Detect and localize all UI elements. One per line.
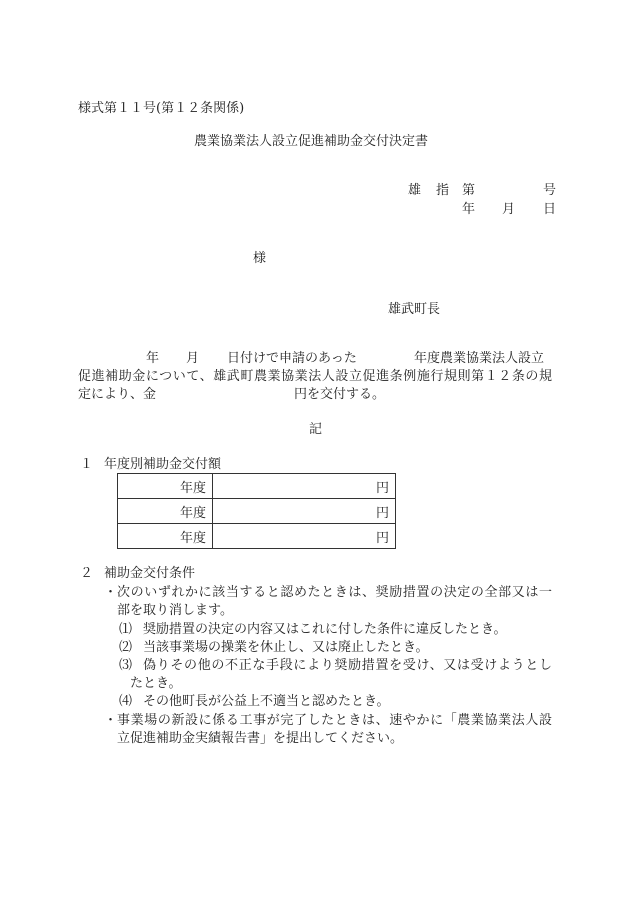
item-text: その他町長が公益上不適当と認めたとき。 (143, 694, 390, 709)
item-text: 奨励措置の決定の内容又はこれに付した条件に違反したとき。 (143, 622, 507, 637)
ki-heading: 記 (309, 422, 323, 437)
form-number: 様式第１１号(第１２条関係) (78, 101, 245, 116)
body-line3-head: 定により、金 (78, 387, 157, 402)
body-line1-tail: 日付けで申請のあった (227, 351, 357, 366)
ref-mid: 指 (436, 183, 450, 198)
amount-cell: 円 (213, 499, 396, 524)
bullet-mark: ・ (104, 585, 118, 600)
item-text: 当該事業場の操業を休止し、又は廃止したとき。 (143, 640, 429, 655)
body-line2: 促進補助金について、雄武町農業協業法人設立促進条例施行規則第１２条の規 (78, 369, 552, 384)
body-line1-end: 年度農業協業法人設立 (414, 351, 545, 366)
item-number: ⑶ (119, 658, 133, 673)
year-cell: 年度 (118, 499, 213, 524)
issuer-name: 雄武町長 (388, 302, 441, 317)
body-year: 年 (146, 351, 160, 366)
amount-cell: 円 (213, 474, 396, 499)
table-row (118, 474, 396, 499)
body-month: 月 (186, 351, 200, 366)
section1-number: １ (80, 457, 94, 472)
table-row (118, 499, 396, 524)
date-month: 月 (502, 202, 516, 217)
ref-go: 号 (543, 183, 557, 198)
amount-cell: 円 (213, 524, 396, 549)
bullet2-line1: 事業場の新設に係る工事が完了したときは、速やかに「農業協業法人設 (117, 713, 552, 728)
ref-prefix: 雄 (408, 183, 422, 198)
date-day: 日 (543, 202, 557, 217)
grant-amount-table (117, 473, 396, 549)
item-text: 偽りその他の不正な手段により奨励措置を受け、又は受けようとし (143, 658, 552, 673)
item-number: ⑵ (119, 640, 133, 655)
ref-dai: 第 (462, 183, 476, 198)
section2-heading: 補助金交付条件 (104, 566, 196, 581)
bullet-mark: ・ (104, 713, 118, 728)
body-line3-tail: 円を交付する。 (294, 387, 386, 402)
document-title: 農業協業法人設立促進補助金交付決定書 (194, 134, 429, 149)
table-row (118, 524, 396, 549)
recipient-suffix: 様 (253, 251, 267, 266)
item-number: ⑴ (119, 622, 133, 637)
item3-continuation: たとき。 (130, 676, 182, 691)
bullet1-line1: 次のいずれかに該当すると認めたときは、奨励措置の決定の全部又は一 (117, 585, 552, 600)
year-cell: 年度 (118, 524, 213, 549)
date-year: 年 (462, 202, 476, 217)
section1-heading: 年度別補助金交付額 (104, 457, 222, 472)
bullet2-line2: 立促進補助金実績報告書」を提出してください。 (117, 731, 404, 746)
section2-number: ２ (80, 566, 94, 581)
bullet1-line2: 部を取り消します。 (117, 603, 233, 618)
year-cell: 年度 (118, 474, 213, 499)
item-number: ⑷ (119, 694, 133, 709)
